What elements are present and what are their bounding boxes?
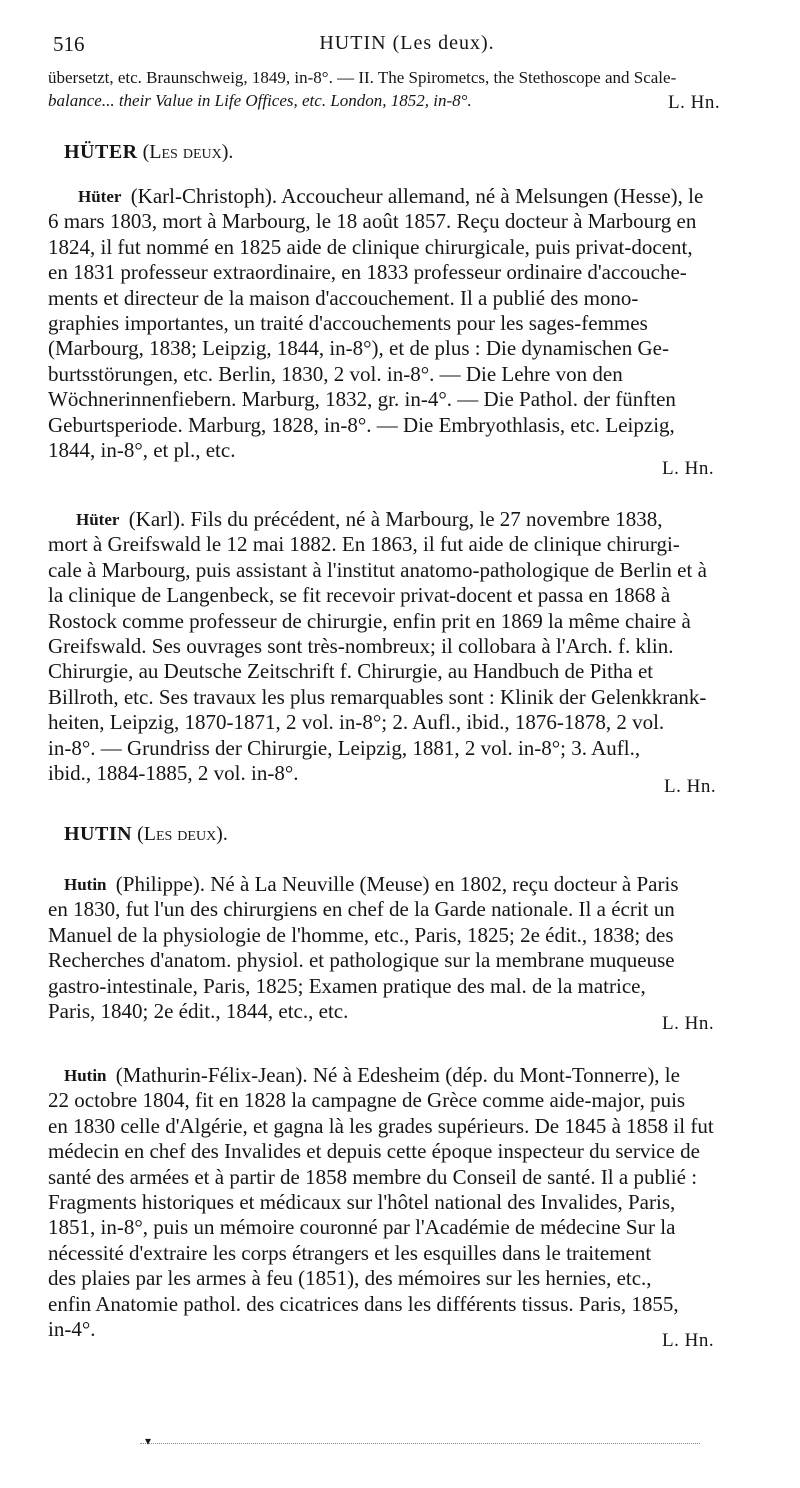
entry-name: Hüter xyxy=(76,510,120,529)
entry-name: Hutin xyxy=(64,1066,107,1085)
text-line: Billroth, etc. Ses travaux les plus remarquables sont : Klinik der Gelenkkrank- xyxy=(48,684,707,709)
text-line: 1824, il fut nommé en 1825 aide de clinique chirurgicale, puis privat-docent, xyxy=(48,234,693,259)
text-line: Manuel de la physiologie de l'homme, etc., Paris, 1825; 2e édit., 1838; des xyxy=(48,922,674,947)
text-line: heiten, Leipzig, 1870-1871, 2 vol. in-8°; 2. Aufl., ibid., 1876-1878, 2 vol. xyxy=(48,710,665,735)
section-name: HÜTER xyxy=(64,141,138,163)
text-line: Fragments historiques et médicaux sur l'hôtel national des Invalides, Paris, xyxy=(48,1190,676,1215)
entry-huter-karl-christoph xyxy=(48,184,765,463)
signature: L. Hn. xyxy=(668,92,721,113)
text-line: graphies importantes, un traité d'accouchements pour les sages-femmes xyxy=(48,311,648,336)
text-line: 22 octobre 1804, fit en 1828 la campagne de Grèce comme aide-major, puis xyxy=(48,1088,686,1113)
signature: L. Hn. xyxy=(662,1330,715,1351)
section-name: HUTIN xyxy=(64,823,133,845)
text-line: en 1830, fut l'un des chirurgiens en chef de la Garde nationale. Il a écrit un xyxy=(48,897,675,922)
text-line: nécessité d'extraire les corps étrangers et les esquilles dans le traitement xyxy=(48,1240,652,1265)
page-header xyxy=(47,32,767,62)
running-head: HUTIN (Les deux). xyxy=(319,32,495,54)
text-line: des plaies par les armes à feu (1851), des mémoires sur les hernies, etc., xyxy=(48,1266,652,1291)
text-line: ibid., 1884-1885, 2 vol. in-8°. xyxy=(48,761,299,786)
text-line: mort à Greifswald le 12 mai 1882. En 1863, il fut aide de clinique chirurgi- xyxy=(48,532,680,557)
text-line: 6 mars 1803, mort à Marbourg, le 18 août 1857. Reçu docteur à Marbourg en xyxy=(48,209,697,234)
text-line: Recherches d'anatom. physiol. et pathologique sur la membrane muqueuse xyxy=(48,948,675,973)
section-heading xyxy=(64,141,233,164)
section-suffix: (Les deux). xyxy=(137,823,228,845)
text-line: balance... their Value in Life Offices, etc. London, 1852, in-8°. xyxy=(48,91,472,110)
text-line: cale à Marbourg, puis assistant à l'institut anatomo-pathologique de Berlin et à xyxy=(48,557,707,582)
text-line: enfin Anatomie pathol. des cicatrices dans les différents tissus. Paris, 1855, xyxy=(48,1291,679,1316)
text-line: médecin en chef des Invalides et depuis cette époque inspecteur du service de xyxy=(48,1139,700,1164)
text-line: Wöchnerinnenfiebern. Marburg, 1832, gr. in-4°. — Die Pathol. der fünften xyxy=(48,387,676,412)
text-line: übersetzt, etc. Braunschweig, 1849, in-8°. — II. The Spirometcs, the Stethoscope and Scale- xyxy=(48,68,677,87)
text-line: en 1830 celle d'Algérie, et gagna là les grades supérieurs. De 1845 à 1858 il fut xyxy=(48,1113,714,1138)
entry-hutin-philippe xyxy=(48,872,765,1024)
signature: L. Hn. xyxy=(664,776,717,797)
entry-name: Hutin xyxy=(64,875,107,894)
text-line: Geburtsperiode. Marburg, 1828, in-8°. — Die Embryothlasis, etc. Leipzig, xyxy=(48,412,675,437)
text-line: Chirurgie, au Deutsche Zeitschrift f. Chirurgie, au Handbuch de Pitha et xyxy=(48,659,654,684)
text-line: en 1831 professeur extraordinaire, en 1833 professeur ordinaire d'accouche- xyxy=(48,260,687,285)
text-line: Paris, 1840; 2e édit., 1844, etc., etc. xyxy=(48,999,349,1024)
signature: L. Hn. xyxy=(662,458,715,479)
entry-hutin-mathurin xyxy=(48,1063,765,1342)
entry-huter-karl xyxy=(48,507,765,786)
text-line: in-4°. xyxy=(48,1317,96,1342)
text-line: burtsstörungen, etc. Berlin, 1830, 2 vol. in-8°. — Die Lehre von den xyxy=(48,361,623,386)
text-line: (Marbourg, 1838; Leipzig, 1844, in-8°), et de plus : Die dynamischen Ge- xyxy=(48,336,669,361)
text-line: la clinique de Langenbeck, se fit recevoir privat-docent et passa en 1868 à xyxy=(48,583,671,608)
bottom-mark-glyph: ▾ xyxy=(145,1434,152,1448)
section-heading xyxy=(64,823,228,846)
bottom-rule xyxy=(140,1443,700,1444)
text-line: ments et directeur de la maison d'accouchement. Il a publié des mono- xyxy=(48,285,639,310)
section-suffix: (Les deux). xyxy=(142,141,234,163)
text-line: (Philippe). Né à La Neuville (Meuse) en 1802, reçu docteur à Paris xyxy=(115,872,679,896)
text-line: in-8°. — Grundriss der Chirurgie, Leipzig, 1881, 2 vol. in-8°; 3. Aufl., xyxy=(48,735,641,760)
text-line: (Karl-Christoph). Accoucheur allemand, né à Melsungen (Hesse), le xyxy=(130,184,704,208)
text-line: Rostock comme professeur de chirurgie, enfin prit en 1869 la même chaire à xyxy=(48,608,691,633)
text-line: Greifswald. Ses ouvrages sont très-nombreux; il collobara à l'Arch. f. klin. xyxy=(48,634,674,659)
continuation-text xyxy=(48,66,765,112)
signature: L. Hn. xyxy=(662,1013,715,1034)
text-line: (Karl). Fils du précédent, né à Marbourg, le 27 novembre 1838, xyxy=(128,507,663,531)
text-line: santé des armées et à partir de 1858 membre du Conseil de santé. Il a publié : xyxy=(48,1164,698,1189)
page-number: 516 xyxy=(53,32,85,56)
text-line: gastro-intestinale, Paris, 1825; Examen pratique des mal. de la matrice, xyxy=(48,973,646,998)
entry-name: Hüter xyxy=(78,187,122,206)
text-line: 1851, in-8°, puis un mémoire couronné par l'Académie de médecine Sur la xyxy=(48,1215,676,1240)
text-line: (Mathurin-Félix-Jean). Né à Edesheim (dép. du Mont-Tonnerre), le xyxy=(115,1063,680,1087)
text-line: 1844, in-8°, et pl., etc. xyxy=(48,438,236,463)
